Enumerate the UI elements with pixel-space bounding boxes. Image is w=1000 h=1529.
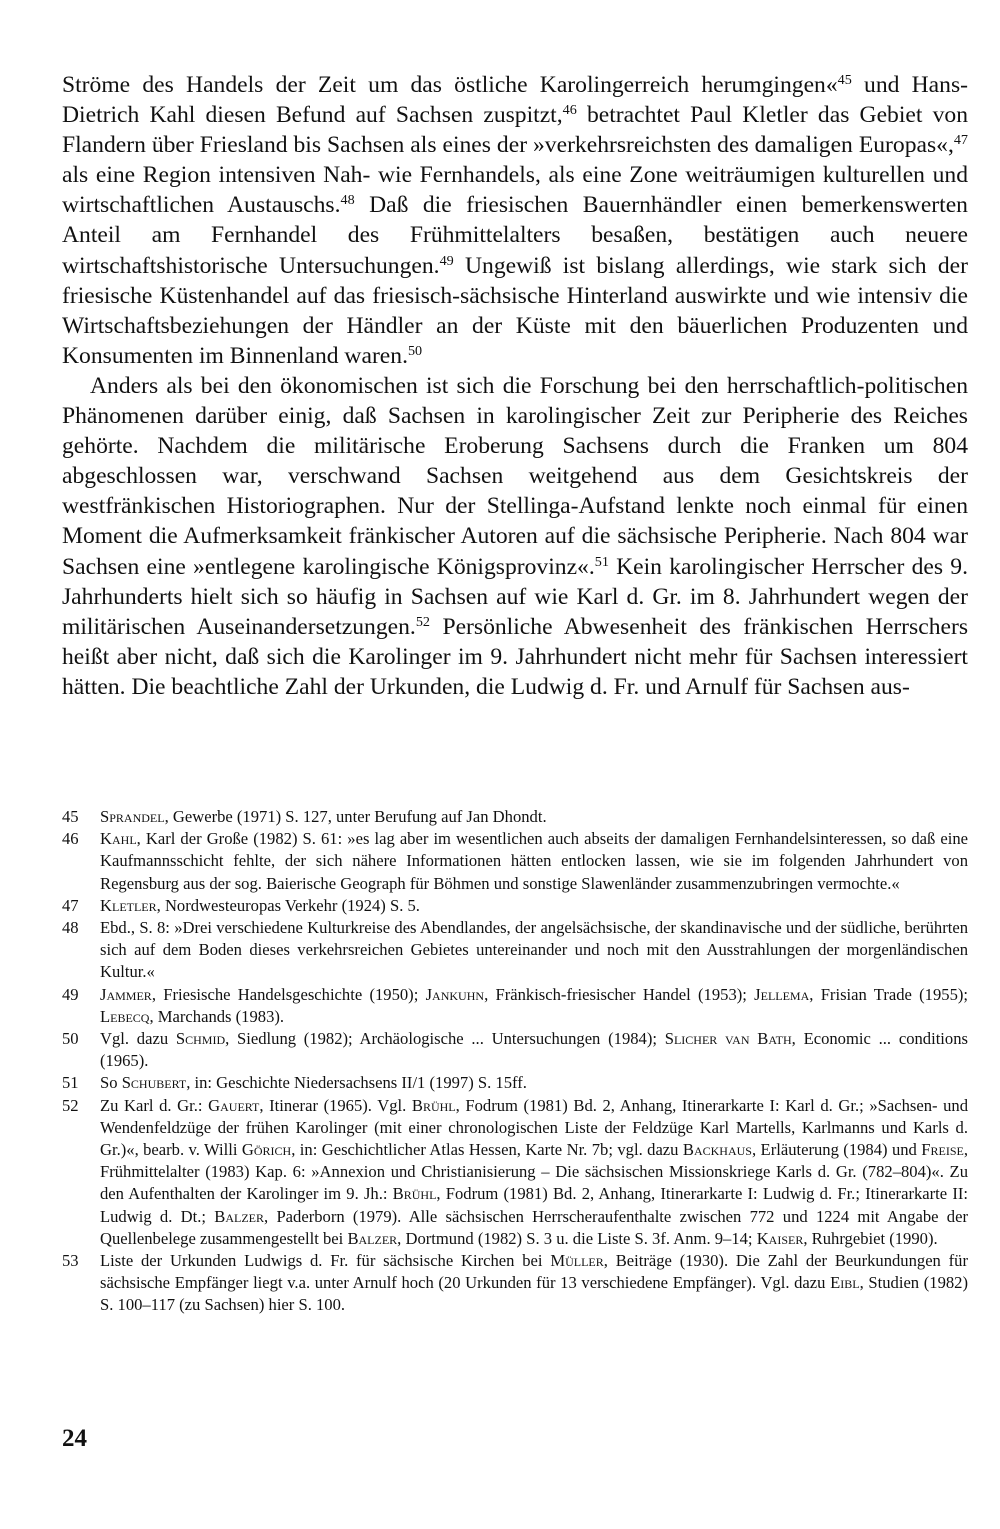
text-run: , Marchands (1983). [149,1006,285,1026]
footnote-number: 52 [62,1095,79,1115]
footnote-text [100,984,968,1028]
text-run: So [100,1073,122,1093]
main-text [62,70,968,702]
page-number: 24 [62,1425,87,1452]
text-run: , in: Geschichtlicher Atlas Hessen, Karte Nr. 7b; vgl. dazu [291,1140,683,1160]
author-name: Schubert [121,1073,187,1093]
author-name: Gauert [208,1095,260,1115]
footnote-number: 50 [62,1029,79,1049]
footnote-text [100,806,968,828]
text-run: , Paderborn (1979). Alle sächsischen Herrscheraufenthalte zwischen 772 und 1224 mit Angabe der Quellenbelege zusammengestellt bei [100,1206,968,1248]
footnote-text [100,1028,968,1072]
text-run: , in: Geschichte Niedersachsens II/1 (1997) S. 15ff. [186,1073,527,1093]
text-run: , Beiträge (1930). Die Zahl der Beurkundungen für sächsische Empfänger liegt v.a. unter Arnulf hoch (20 Urkunden für 13 verschiedene Empfänger). Vgl. dazu [100,1251,969,1293]
author-name: Eibl [830,1273,860,1293]
footnote-ref[interactable]: 50 [407,343,423,360]
footnote-text [100,1072,968,1094]
author-name: Backhaus [682,1140,752,1160]
text-run: , Ruhrgebiet (1990). [803,1228,938,1248]
footnote-ref[interactable]: 49 [439,252,454,269]
footnote-number: 45 [62,807,79,826]
text-run: , Fodrum (1981) Bd. 2, Anhang, Itinerarkarte I: Ludwig d. Fr.; Itinerarkarte II: Ludwig d. Dt.; [100,1184,969,1226]
footnote-ref[interactable]: 52 [415,613,430,630]
footnote-text [100,828,968,895]
text-run: Anders als bei den ökonomischen ist sich die Forschung bei den herrschaftlich-politischen Phänomenen darüber einig, daß Sachsen in karolingischer Zeit zur Peripherie des Reiches gehörte. Nachdem die militärische Eroberung Sachsens durch die Franken um 804 abgeschlossen war, verschwand Sachsen weitgehend aus dem Gesichtskreis der westfränkischen Historiographen. Nur der Stellinga-Aufstand lenkte noch einmal für einen Moment die Aufmerksamkeit fränkischer Autoren auf die sächsische Peripherie. Nach 804 war Sachsen eine »entlegene karolingische Königsprovinz«. [62,372,968,580]
text-run: betrachtet Paul Kletler das Gebiet von Flandern über Friesland bis Sachsen als eines der »verkehrsreichsten des damaligen Europas«, [62,102,968,159]
text-run: , Dortmund (1982) S. 3 u. die Liste S. 3f. Anm. 9–14; [397,1228,757,1248]
author-name: Kahl [100,829,137,849]
footnote-52 [62,1095,968,1250]
footnote-49 [62,984,968,1028]
author-name: Freise [921,1140,964,1160]
footnote-53 [62,1250,968,1317]
author-name: Müller [550,1251,604,1271]
footnote-number: 51 [62,1073,79,1093]
author-name: Balzer [347,1228,398,1248]
text-run: Ströme des Handels der Zeit um das östliche Karolingerreich herumgingen« [62,72,838,98]
text-run: , Fränkisch-friesischer Handel (1953); [484,984,755,1004]
text-run: , Friesische Handelsgeschichte (1950); [151,984,426,1004]
text-run: , Fodrum (1981) Bd. 2, Anhang, Itinerarkarte I: Karl d. Gr.; »Sachsen- und Wendenfeldzüge der frühen Karolinger (mit einer chronologischen Liste der Feldzüge Karl Martells, Karlmanns und Karls d. Gr.)«, bearb. v. Willi [100,1095,969,1160]
footnote-text [100,895,968,917]
footnote-ref[interactable]: 47 [953,132,968,149]
footnote-45 [62,806,968,828]
footnotes [62,806,968,1317]
footnote-number: 48 [62,918,79,938]
paragraph-2 [62,371,968,702]
footnote-number: 46 [62,829,79,849]
text-run: , Frühmittelalter (1983) Kap. 6: »Annexion und Christianisierung – Die sächsischen Missionskriege Karls d. Gr. (782–804)«. Zu den Aufenthalten der Karolinger im 9. Jh.: [100,1140,969,1204]
author-name: Jankuhn [425,984,485,1004]
footnote-ref[interactable]: 51 [594,553,609,570]
author-name: Slicher van Bath [664,1029,792,1049]
author-name: Brühl [392,1184,437,1204]
text-run: , Karl der Große (1982) S. 61: »es lag aber im wesentlichen auch abseits der damaligen Fernhandelsinteressen, so daß eine Kaufmannsschicht fehlte, der sich nähere Informationen hätten entlocken lassen, wie sie im folgenden Jahrhundert von Regensburg aus der sog. Baierische Geograph für Böhmen und sonstige Slawenländer zusammenzubringen vermochte.« [100,829,968,893]
text-run: , Nordwesteuropas Verkehr (1924) S. 5. [156,895,420,915]
text-run: Ungewiß ist bislang allerdings, wie stark sich der friesische Küstenhandel auf das friesisch-sächsische Hinterland auswirkte und wie intensiv die Wirtschaftsbeziehungen der Händler an der Küste mit den bäuerlichen Produzenten und Konsumenten im Binnenland waren. [62,252,968,369]
text-run: Ebd., S. 8: »Drei verschiedene Kulturkreise des Abendlandes, der angelsächsische, der skandinavische und der südliche, berührten sich auf dem Boden dieses verkehrsreichen Gebietes untereinander und noch mit den Ausstrahlungen der morgenländischen Kultur.« [100,918,968,982]
author-name: Kletler [100,895,157,915]
footnote-text [100,917,968,984]
footnote-ref[interactable]: 46 [562,102,577,119]
text-run: Zu Karl d. Gr.: [100,1095,209,1115]
text-run: , Erläuterung (1984) und [751,1140,922,1160]
text-run: , Siedlung (1982); Archäologische ... Untersuchungen (1984); [225,1029,665,1049]
footnote-number: 49 [62,984,79,1004]
footnote-number: 47 [62,895,79,915]
text-run: , Studien (1982) S. 100–117 (zu Sachsen) hier S. 100. [100,1273,968,1315]
author-name: Balzer [214,1206,265,1226]
footnote-text [100,1250,968,1317]
text-run: Kein karolingischer Herrscher des 9. Jahrhunderts hielt sich so häufig in Sachsen auf wie Karl d. Gr. im 8. Jahrhundert wegen der militärischen Auseinandersetzungen. [62,553,968,640]
author-name: Jammer [100,984,152,1004]
footnote-48 [62,917,968,984]
footnote-number: 53 [62,1251,79,1271]
footnote-ref[interactable]: 48 [340,192,355,209]
author-name: Görich [241,1140,292,1160]
footnote-text [100,1095,968,1250]
footnote-50 [62,1028,968,1072]
text-run: Persönliche Abwesenheit des fränkischen Herrschers heißt aber nicht, daß sich die Karolinger im 9. Jahrhundert nicht mehr für Sachsen interessiert hätten. Die beachtliche Zahl der Urkunden, die Ludwig d. Fr. und Arnulf für Sachsen aus- [62,613,968,700]
text-run: , Gewerbe (1971) S. 127, unter Berufung auf Jan Dhondt. [164,807,547,826]
author-name: Sprandel [100,807,165,826]
author-name: Kaiser [756,1228,804,1248]
text-run: , Itinerar (1965). Vgl. [259,1095,412,1115]
text-run: als eine Region intensiven Nah- wie Fernhandels, als eine Zone weiträumigen kulturellen und wirtschaftlichen Austauschs. [62,162,968,219]
text-run: , Frisian Trade (1955); [809,984,968,1004]
paragraph-1 [62,70,968,371]
text-run: Vgl. dazu [100,1029,176,1049]
author-name: Lebecq [100,1006,150,1026]
footnote-47 [62,895,968,917]
footnote-ref[interactable]: 45 [837,72,852,89]
footnote-51 [62,1072,968,1094]
footnote-46 [62,828,968,895]
text-run: Daß die friesischen Bauernhändler einen bemerkenswerten Anteil am Fernhandel des Frühmittelalters besaßen, bestätigen auch neuere wirtschaftshistorische Untersuchungen. [62,192,968,279]
author-name: Schmid [175,1029,226,1049]
author-name: Jellema [754,984,810,1004]
text-run: Liste der Urkunden Ludwigs d. Fr. für sächsische Kirchen bei [100,1251,551,1271]
text-run: , Economic ... conditions (1965). [100,1029,968,1071]
author-name: Brühl [411,1095,456,1115]
text-run: und Hans-Dietrich Kahl diesen Befund auf Sachsen zuspitzt, [62,72,968,129]
